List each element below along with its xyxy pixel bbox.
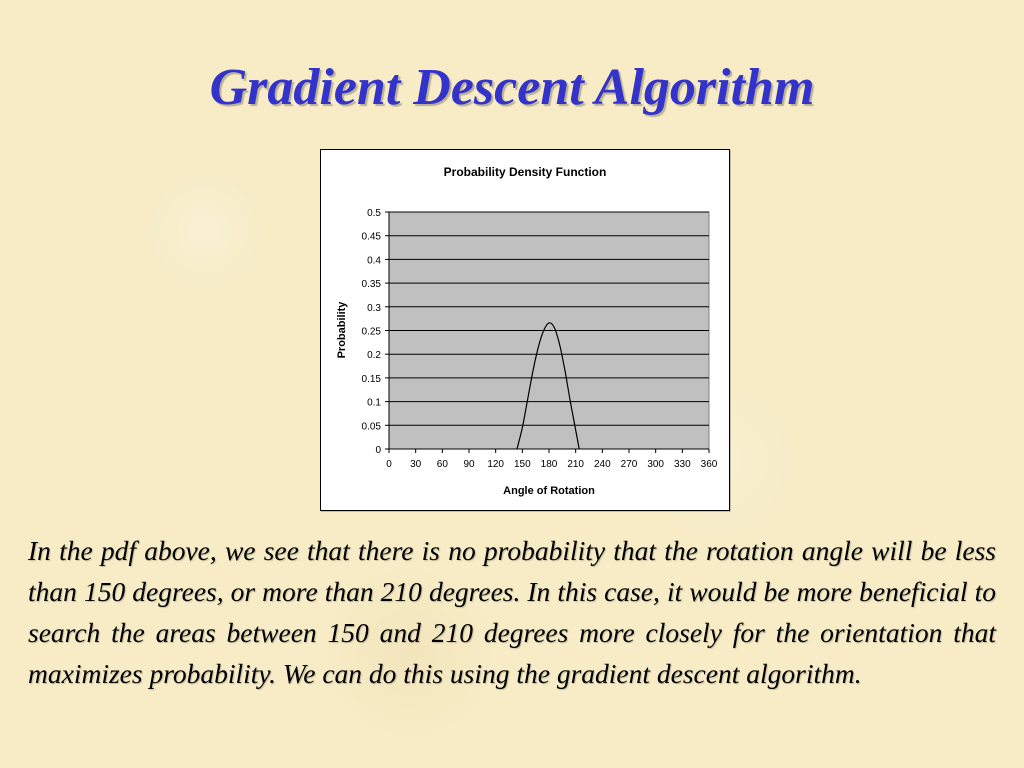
y-tick-label: 0.15 [361,373,381,385]
chart-svg [321,150,729,510]
x-axis-label: Angle of Rotation [503,485,595,497]
x-tick-label: 150 [513,459,531,470]
y-tick-label: 0.35 [361,279,381,291]
x-tick-label: 270 [620,459,638,470]
x-tick-label: 60 [436,459,448,470]
slide-body-text: In the pdf above, we see that there is no probability that the rotation angle will be less than 150 degrees, or more than 210 degrees. In this case, it would be more beneficial to search the areas between 150 and 210 degrees more closely for the orientation that maximizes probability. We can do this using the gradient descent algorithm. [28,535,996,689]
y-tick-label: 0.2 [367,350,381,362]
y-tick-label: 0 [375,445,381,456]
x-tick-label: 120 [487,459,505,470]
y-tick-label: 0.4 [367,255,381,267]
x-tick-label: 240 [593,459,611,470]
x-tick-label: 360 [700,459,718,470]
x-tick-label: 330 [673,459,691,470]
y-tick-label: 0.3 [367,302,381,314]
x-tick-label: 300 [647,459,665,470]
slide-title: Gradient Descent Algorithm [209,59,815,116]
y-axis-label: Probability [336,301,348,359]
chart-title: Probability Density Function [443,165,607,179]
y-tick-label: 0.5 [367,208,381,219]
x-tick-label: 90 [463,459,475,470]
pdf-chart [320,149,730,511]
x-tick-label: 210 [567,459,585,470]
y-tick-label: 0.45 [361,231,381,243]
x-tick-label: 180 [540,459,558,470]
y-tick-label: 0.1 [367,397,381,409]
x-tick-label: 30 [410,459,422,470]
y-tick-label: 0.05 [361,421,381,433]
y-tick-label: 0.25 [361,326,381,338]
x-tick-label: 0 [386,459,392,470]
